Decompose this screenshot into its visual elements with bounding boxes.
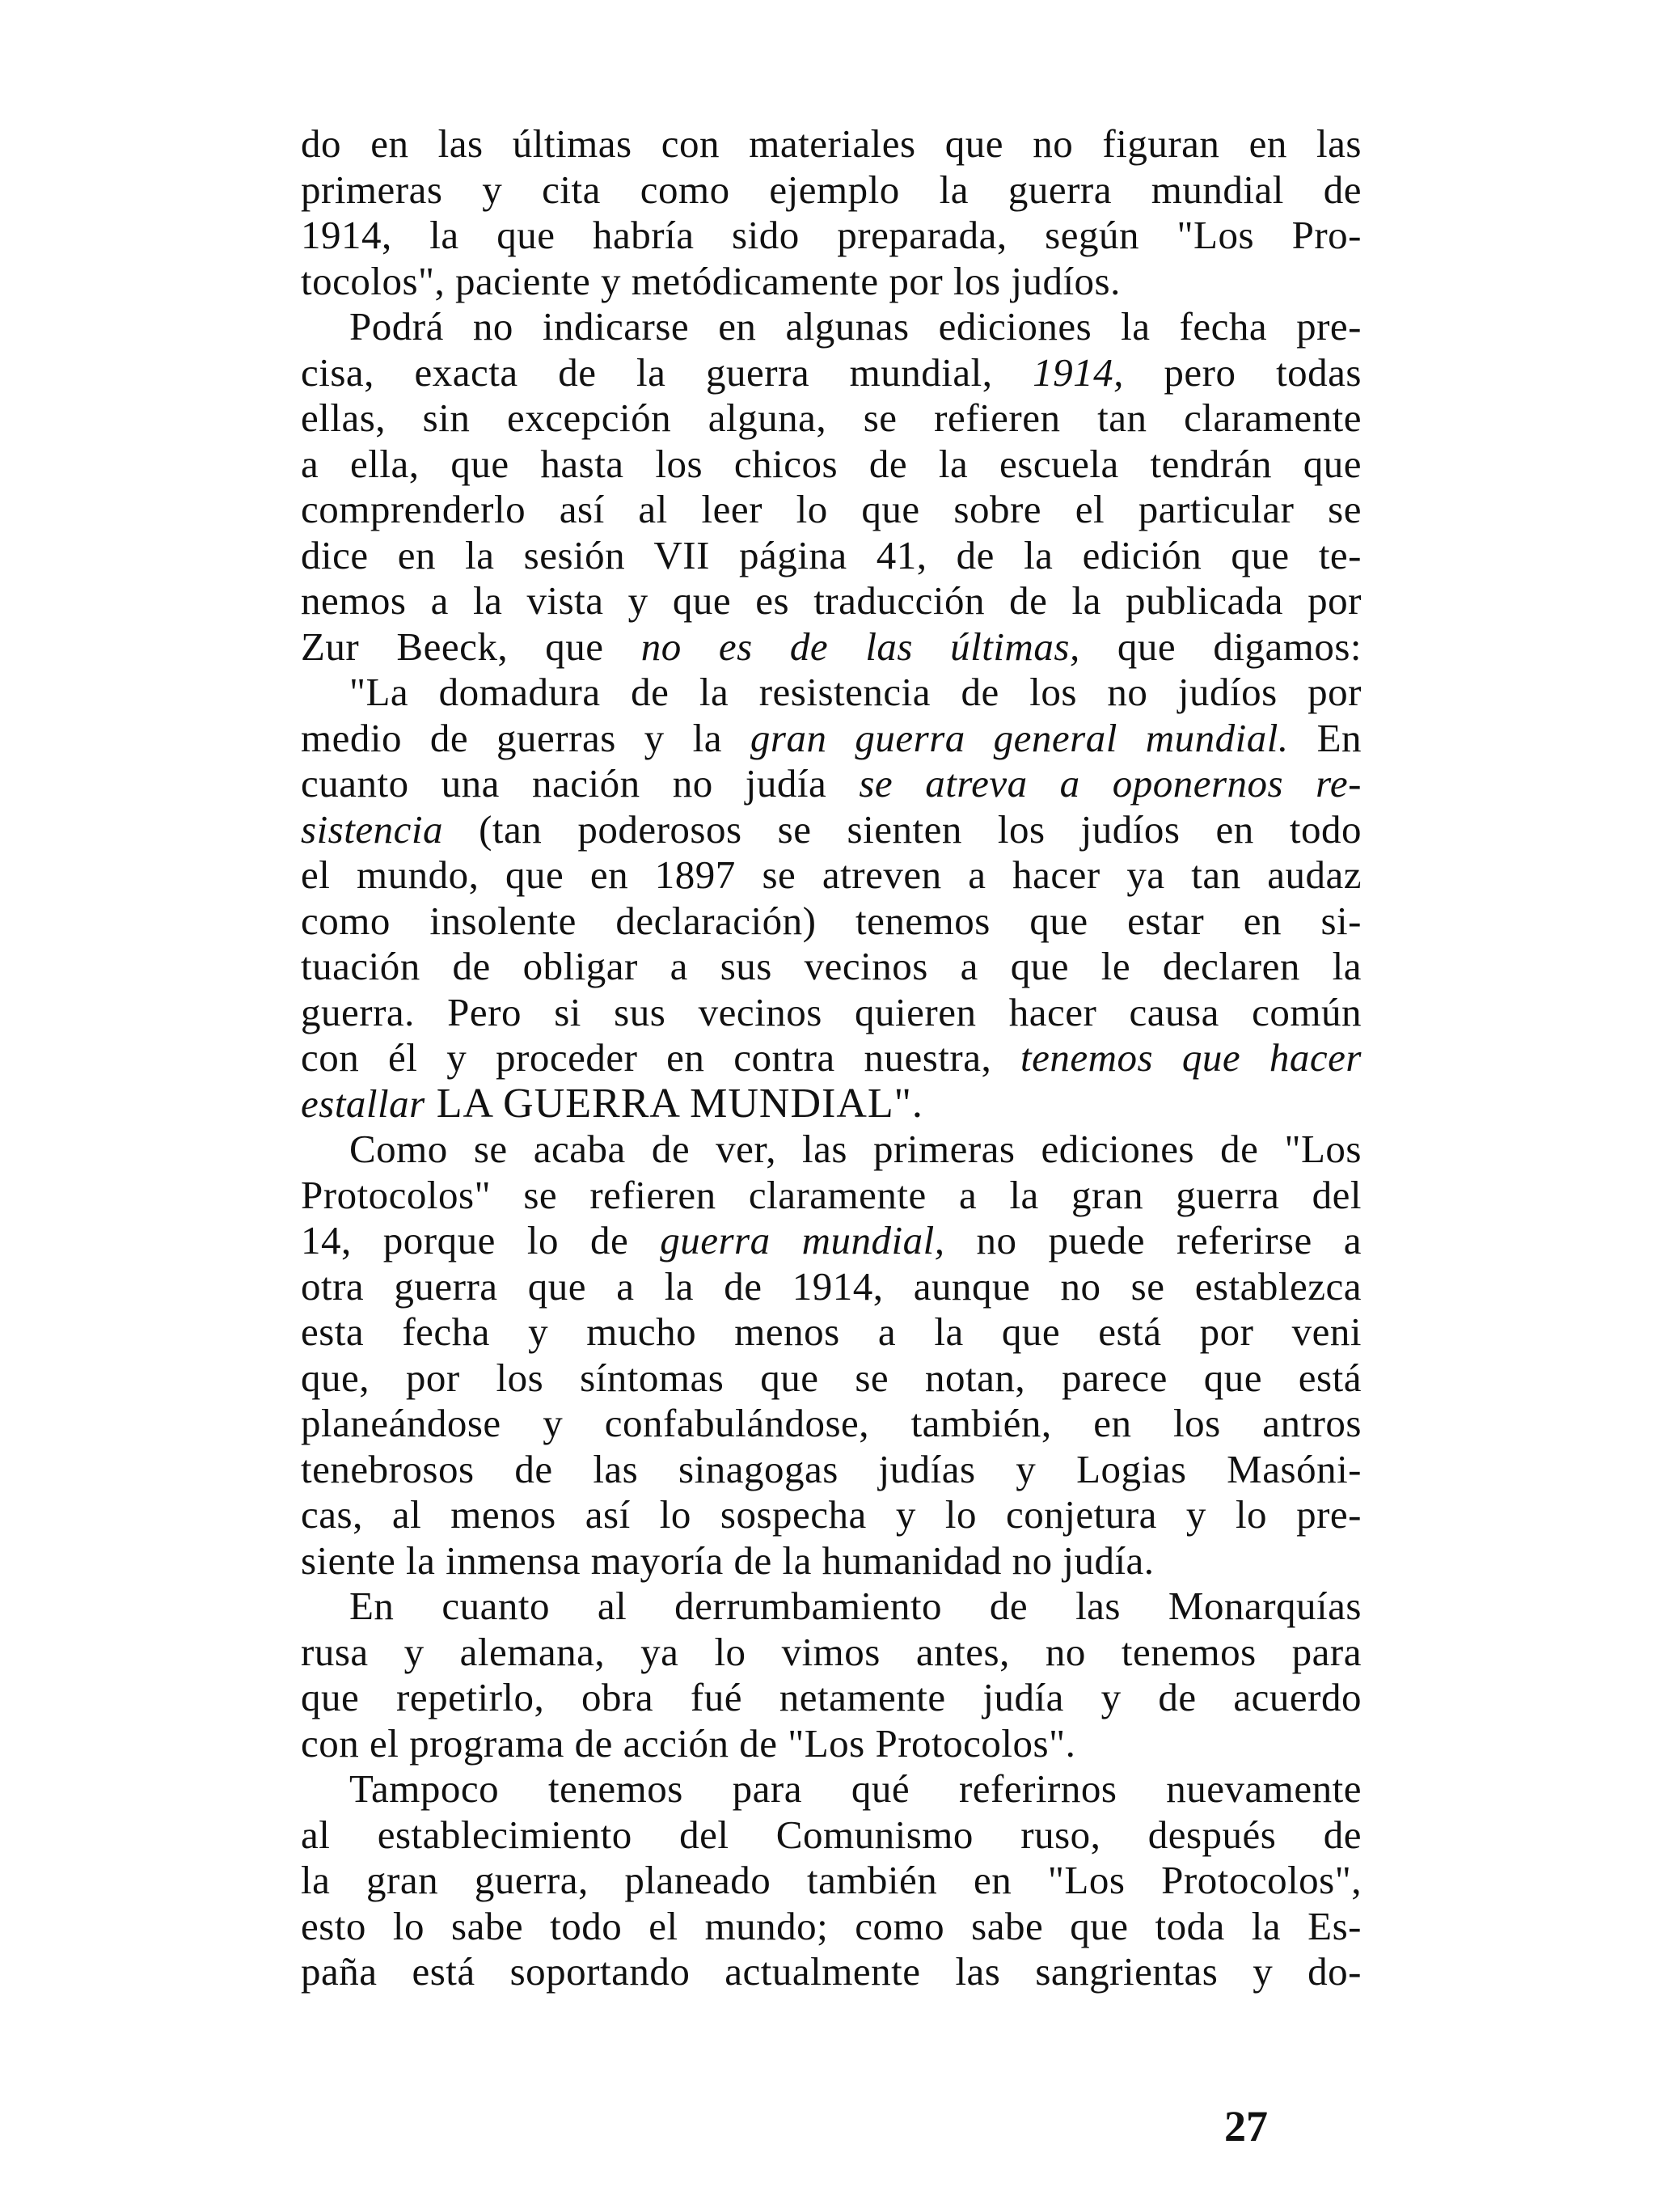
text-line: [301, 624, 1362, 670]
text-run: no puede referirse a: [944, 1218, 1362, 1262]
text-run: 14, porque lo de: [301, 1218, 661, 1262]
text-run: LA GUERRA MUNDIAL".: [425, 1080, 923, 1127]
text-line: Como se acaba de ver, las primeras ediciones de "Los: [349, 1127, 1362, 1171]
text-run: medio de guerras y la: [301, 715, 750, 760]
text-line: [301, 350, 1362, 396]
text-line: el mundo, que en 1897 se atreven a hacer ya tan audaz: [301, 852, 1362, 897]
text-line: primeras y cita como ejemplo la guerra mundial de: [301, 167, 1362, 212]
italic-text-run: se atreva a oponernos re-: [859, 761, 1362, 806]
body-text: [301, 121, 1362, 1995]
text-run: cisa, exacta de la guerra mundial,: [301, 349, 1033, 395]
text-line: 1914, la que habría sido preparada, según "Los Pro-: [301, 213, 1362, 257]
text-line: rusa y alemana, ya lo vimos antes, no tenemos para: [301, 1629, 1362, 1674]
text-line: [301, 1218, 1362, 1264]
italic-text-run: estallar: [301, 1081, 425, 1126]
text-line: "La domadura de la resistencia de los no judíos por: [349, 670, 1362, 714]
text-run: (tan poderosos se sienten los judíos en todo: [442, 806, 1362, 852]
text-line: [301, 761, 1362, 807]
page-number: 27: [1224, 2102, 1268, 2151]
text-line: [301, 1081, 1362, 1127]
italic-text-run: guerra mundial,: [660, 1218, 945, 1262]
italic-text-run: no es de las últimas,: [640, 624, 1080, 669]
text-run: que digamos:: [1079, 624, 1362, 669]
text-line: cas, al menos así lo sospecha y lo conjetura y lo pre-: [301, 1492, 1362, 1537]
text-line: tuación de obligar a sus vecinos a que le declaren la: [301, 944, 1362, 988]
text-run: pero todas: [1123, 349, 1362, 395]
text-line: tenebrosos de las sinagogas judías y Logias Masóni-: [301, 1446, 1362, 1491]
text-run: cuanto una nación no judía: [301, 761, 860, 806]
italic-text-run: 1914,: [1033, 349, 1124, 395]
text-line: esta fecha y mucho menos a la que está por veni: [301, 1309, 1362, 1354]
text-line: siente la inmensa mayoría de la humanidad no judía.: [301, 1537, 1155, 1583]
text-line: do en las últimas con materiales que no figuran en las: [301, 121, 1362, 166]
text-line: que, por los síntomas que se notan, parece que está: [301, 1355, 1362, 1400]
italic-text-run: gran guerra general mundial.: [750, 715, 1289, 760]
text-run: Zur Beeck, que: [301, 624, 641, 669]
text-line: paña está soportando actualmente las sangrientas y do-: [301, 1949, 1362, 1994]
text-line: dice en la sesión VII página 41, de la edición que te-: [301, 532, 1362, 577]
text-line: [301, 716, 1362, 762]
text-line: nemos a la vista y que es traducción de la publicada por: [301, 578, 1362, 623]
text-line: con el programa de acción de "Los Protocolos".: [301, 1720, 1076, 1766]
text-line: comprenderlo así al leer lo que sobre el particular se: [301, 487, 1362, 531]
text-line: tocolos", paciente y metódicamente por los judíos.: [301, 258, 1121, 303]
text-line: esto lo sabe todo el mundo; como sabe que toda la Es-: [301, 1903, 1362, 1948]
italic-text-run: tenemos que hacer: [1020, 1035, 1362, 1080]
text-run: con él y proceder en contra nuestra,: [301, 1035, 1021, 1080]
text-line: otra guerra que a la de 1914, aunque no se establezca: [301, 1263, 1362, 1309]
text-line: guerra. Pero si sus vecinos quieren hacer causa común: [301, 989, 1362, 1034]
text-line: como insolente declaración) tenemos que estar en si-: [301, 898, 1362, 943]
text-line: planeándose y confabulándose, también, en los antros: [301, 1401, 1362, 1445]
text-line: [301, 1035, 1362, 1081]
text-line: ellas, sin excepción alguna, se refieren tan claramente: [301, 395, 1362, 440]
text-line: a ella, que hasta los chicos de la escuela tendrán que: [301, 441, 1362, 486]
text-run: En: [1288, 715, 1362, 760]
text-line: Tampoco tenemos para qué referirnos nuevamente: [349, 1766, 1362, 1811]
text-line: En cuanto al derrumbamiento de las Monarquías: [349, 1584, 1362, 1628]
italic-text-run: sistencia: [301, 806, 443, 852]
text-line: Protocolos" se refieren claramente a la gran guerra del: [301, 1172, 1362, 1217]
text-line: [301, 807, 1362, 853]
text-line: la gran guerra, planeado también en "Los Protocolos",: [301, 1858, 1362, 1902]
text-line: Podrá no indicarse en algunas ediciones la fecha pre-: [349, 304, 1362, 349]
text-line: al establecimiento del Comunismo ruso, después de: [301, 1812, 1362, 1857]
text-line: que repetirlo, obra fué netamente judía y de acuerdo: [301, 1675, 1362, 1719]
